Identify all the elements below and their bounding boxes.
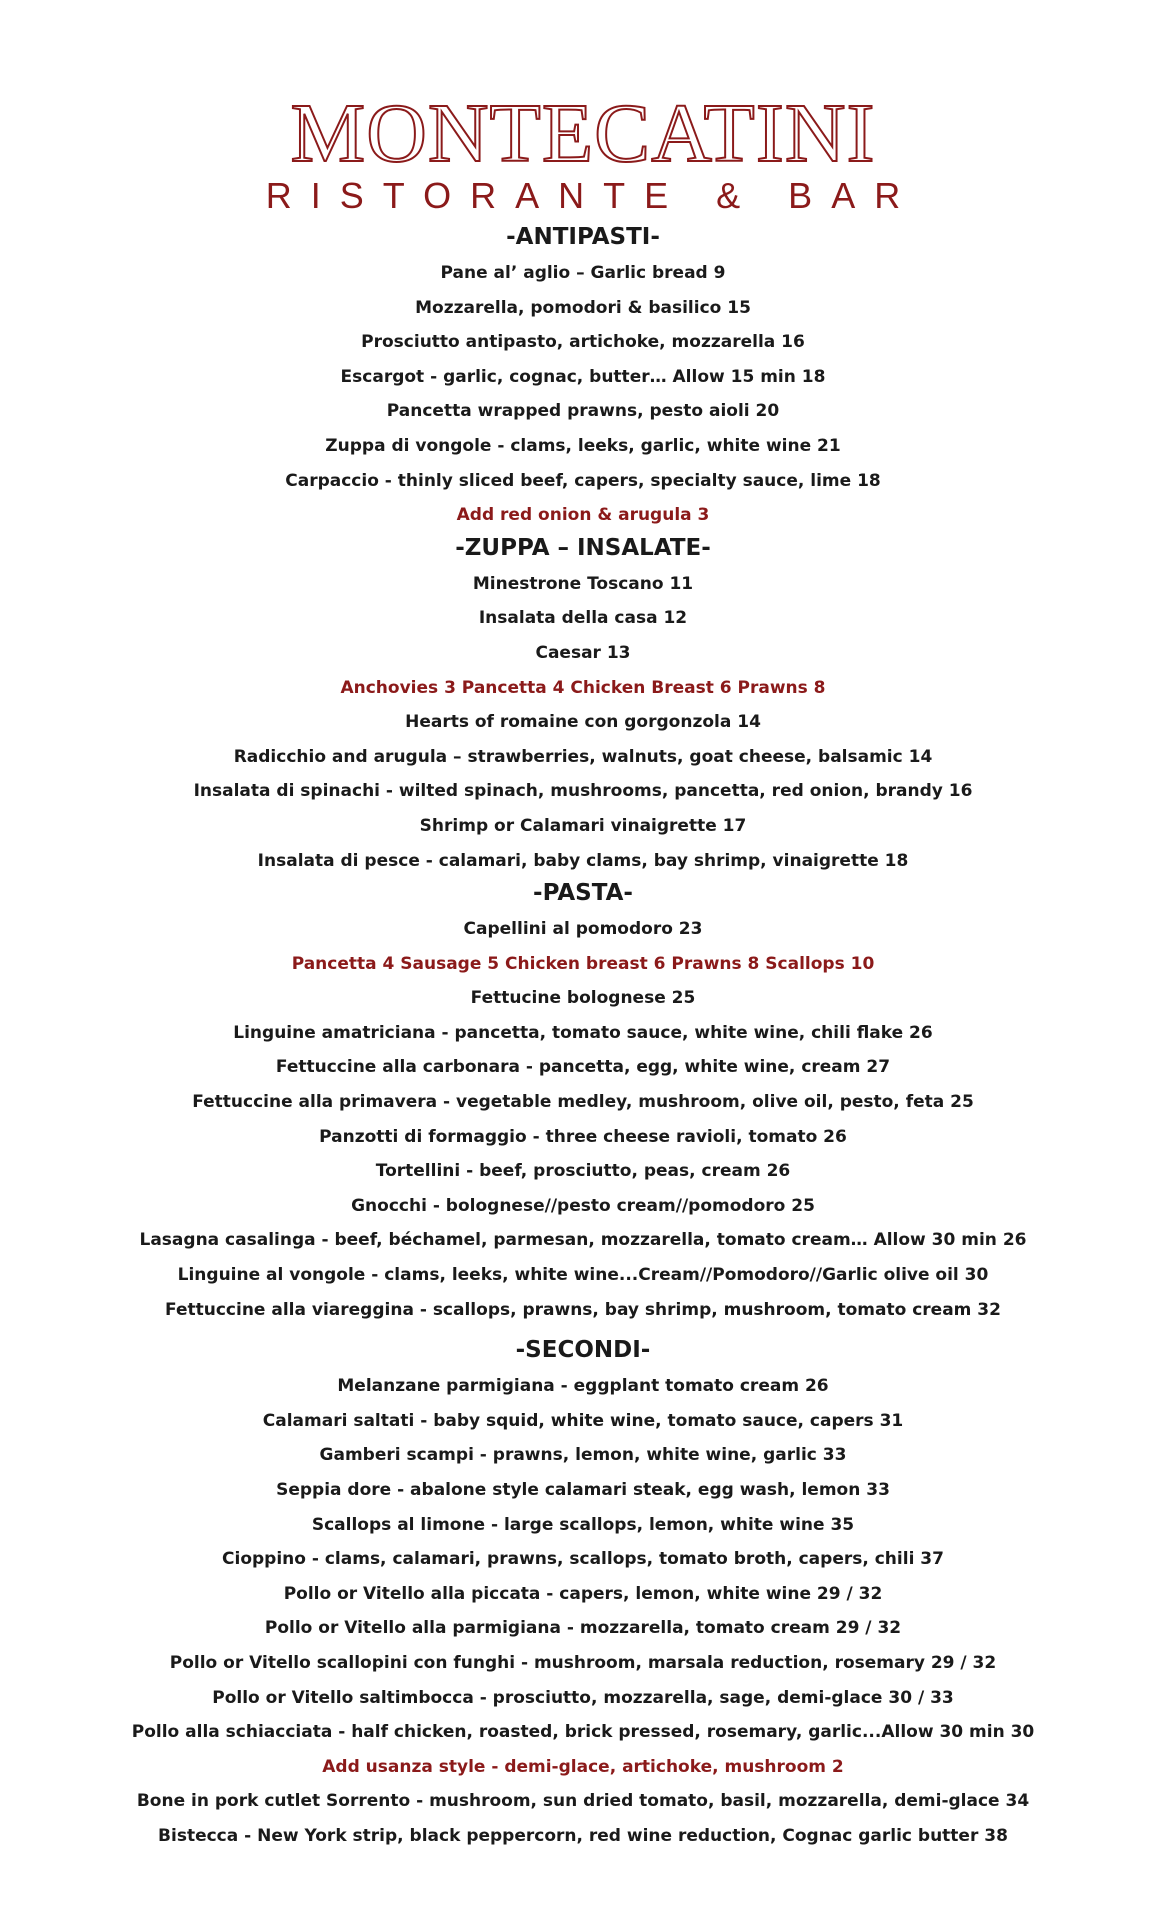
menu-item: Gnocchi - bolognese//pesto cream//pomodoro 25 (351, 1195, 815, 1216)
menu-item: Fettucine bolognese 25 (470, 988, 696, 1009)
menu-section-antipasti (0, 222, 1166, 533)
menu-section-zuppa-insalate (0, 533, 1166, 878)
section-title: -PASTA- (533, 880, 633, 907)
menu-item: Pollo or Vitello scallopini con funghi - mushroom, marsala reduction, rosemary 29 / 32 (169, 1652, 997, 1673)
menu-item: Mozzarella, pomodori & basilico 15 (415, 297, 751, 318)
menu-item: Calamari saltati - baby squid, white wine, tomato sauce, capers 31 (262, 1410, 904, 1431)
menu-addon-line: Add usanza style - demi-glace, artichoke, mushroom 2 (322, 1756, 844, 1777)
menu-item: Shrimp or Calamari vinaigrette 17 (419, 815, 747, 836)
section-title: -ZUPPA – INSALATE- (455, 534, 711, 561)
menu-item: Fettuccine alla carbonara - pancetta, egg, white wine, cream 27 (275, 1057, 891, 1078)
menu-item: Cioppino - clams, calamari, prawns, scallops, tomato broth, capers, chili 37 (222, 1549, 944, 1570)
menu-item: Insalata della casa 12 (478, 608, 688, 629)
menu-section-secondi (0, 1335, 1166, 1853)
menu-item: Linguine amatriciana - pancetta, tomato sauce, white wine, chili flake 26 (233, 1022, 933, 1043)
menu-item: Pollo or Vitello alla parmigiana - mozzarella, tomato cream 29 / 32 (264, 1618, 902, 1639)
menu-item: Radicchio and arugula – strawberries, walnuts, goat cheese, balsamic 14 (233, 746, 933, 767)
menu-item: Melanzane parmigiana - eggplant tomato cream 26 (337, 1376, 829, 1397)
menu-addon-line: Anchovies 3 Pancetta 4 Chicken Breast 6 Prawns 8 (340, 677, 826, 698)
menu-item: Fettuccine alla viareggina - scallops, prawns, bay shrimp, mushroom, tomato cream 32 (165, 1299, 1001, 1320)
menu-item: Insalata di spinachi - wilted spinach, mushrooms, pancetta, red onion, brandy 16 (193, 781, 973, 802)
menu-addon-line: Pancetta 4 Sausage 5 Chicken breast 6 Prawns 8 Scallops 10 (291, 953, 875, 974)
menu-item: Fettuccine alla primavera - vegetable medley, mushroom, olive oil, pesto, feta 25 (192, 1092, 974, 1113)
menu-item: Seppia dore - abalone style calamari steak, egg wash, lemon 33 (276, 1480, 890, 1500)
menu-item: Pollo or Vitello saltimbocca - prosciutto, mozzarella, sage, demi-glace 30 / 33 (212, 1687, 954, 1708)
menu-item: Linguine al vongole - clams, leeks, white wine...Cream//Pomodoro//Garlic olive oil 30 (177, 1265, 989, 1286)
section-title: -SECONDI- (515, 1337, 651, 1364)
menu-item: Capellini al pomodoro 23 (463, 919, 703, 940)
menu-item: Caesar 13 (535, 642, 631, 663)
menu-item: Insalata di pesce - calamari, baby clams, bay shrimp, vinaigrette 18 (257, 850, 909, 871)
menu-item: Tortellini - beef, prosciutto, peas, cream 26 (375, 1161, 791, 1182)
menu-item: Bistecca - New York strip, black peppercorn, red wine reduction, Cognac garlic butter 38 (158, 1825, 1008, 1846)
menu-addon-line: Add red onion & arugula 3 (456, 505, 710, 526)
menu-item: Prosciutto antipasto, artichoke, mozzarella 16 (361, 332, 805, 353)
restaurant-tagline: RISTORANTE & BAR (265, 175, 920, 216)
menu-item: Pollo or Vitello alla piccata - capers, lemon, white wine 29 / 32 (283, 1583, 883, 1604)
menu-item: Pane al’ aglio – Garlic bread 9 (440, 263, 726, 283)
menu-sections (0, 222, 1166, 1854)
restaurant-logo-wordmark: MONTECATINI (290, 87, 876, 180)
menu-item: Zuppa di vongole - clams, leeks, garlic, white wine 21 (325, 435, 841, 456)
menu-item: Panzotti di formaggio - three cheese ravioli, tomato 26 (319, 1126, 847, 1147)
menu-item: Pollo alla schiacciata - half chicken, roasted, brick pressed, rosemary, garlic...Allow 30 min 30 (131, 1722, 1035, 1743)
menu-item: Scallops al limone - large scallops, lemon, white wine 35 (311, 1514, 855, 1535)
menu-item: Bone in pork cutlet Sorrento - mushroom, sun dried tomato, basil, mozzarella, demi-glace 34 (136, 1791, 1030, 1812)
menu-item: Minestrone Toscano 11 (472, 573, 694, 594)
menu-item: Hearts of romaine con gorgonzola 14 (405, 712, 761, 733)
menu-item: Lasagna casalinga - beef, béchamel, parmesan, mozzarella, tomato cream… Allow 30 min 26 (139, 1230, 1027, 1251)
section-title: -ANTIPASTI- (506, 224, 660, 250)
menu-item: Escargot - garlic, cognac, butter… Allow 15 min 18 (340, 366, 826, 387)
menu-section-pasta (0, 878, 1166, 1327)
menu-item: Carpaccio - thinly sliced beef, capers, specialty sauce, lime 18 (285, 470, 881, 491)
menu-item: Gamberi scampi - prawns, lemon, white wine, garlic 33 (319, 1445, 847, 1466)
menu-item: Pancetta wrapped prawns, pesto aioli 20 (386, 401, 780, 422)
